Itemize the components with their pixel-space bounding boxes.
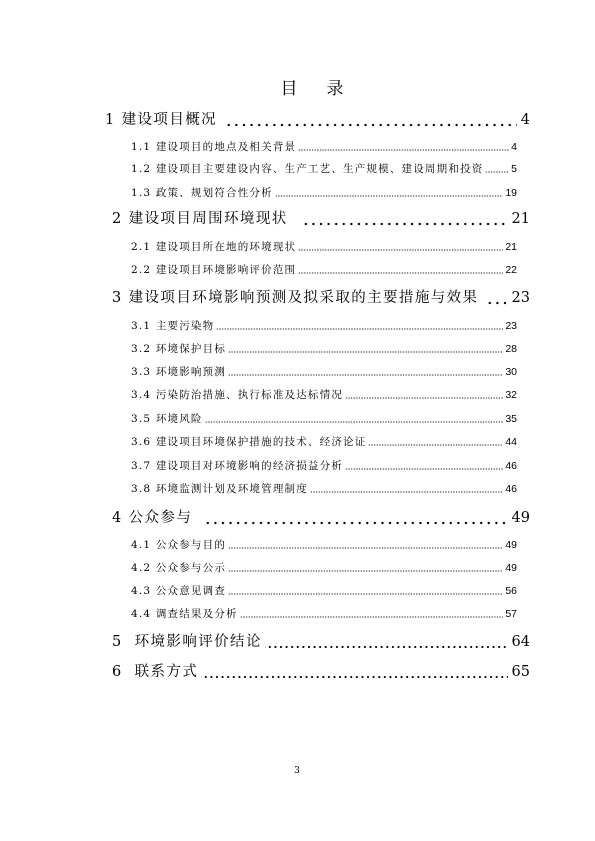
toc-entry-6 <box>112 662 530 682</box>
toc-entry-label: 1.1 建设项目的地点及相关背景 <box>131 141 297 153</box>
toc-entry-page-number: 57 <box>505 608 517 620</box>
toc-entry-4 <box>112 508 530 528</box>
toc-entry-page-number: 46 <box>505 460 517 472</box>
toc-entry-1-1 <box>131 140 517 154</box>
dot-leader <box>265 632 508 652</box>
dot-leader <box>298 263 503 277</box>
toc-entry-label: 1.3 政策、规划符合性分析 <box>131 187 273 199</box>
dot-leader <box>228 561 503 575</box>
dot-leader <box>310 482 503 496</box>
toc-entry-1-3 <box>131 186 517 200</box>
dot-leader <box>228 365 503 379</box>
toc-entry-page-number: 21 <box>505 241 517 253</box>
toc-entry-page-number: 4 <box>511 141 517 153</box>
dot-leader <box>216 319 503 333</box>
toc-entry-3-7 <box>131 459 517 473</box>
toc-entry-page-number: 22 <box>505 264 517 276</box>
dot-leader <box>298 140 509 154</box>
toc-entry-label: 3.6 建设项目环境保护措施的技术、经济论证 <box>131 436 367 448</box>
toc-entry-label: 5 环境影响评价结论 <box>112 634 262 650</box>
page-number: 3 <box>294 766 300 776</box>
dot-leader <box>201 662 507 682</box>
toc-entry-label: 4.1 公众参与目的 <box>131 539 227 551</box>
dot-leader <box>223 110 517 130</box>
toc-entry-3-6 <box>131 435 517 449</box>
toc-entry-4-3 <box>131 584 517 598</box>
toc-entry-2 <box>112 209 530 229</box>
toc-entry-label: 3.4 污染防治措施、执行标准及达标情况 <box>131 389 344 401</box>
toc-entry-page-number: 23 <box>511 290 530 306</box>
toc-entry-page-number: 44 <box>505 436 517 448</box>
toc-entry-page-number: 5 <box>511 163 517 175</box>
toc-entry-label: 2 建设项目周围环境现状 <box>112 211 288 227</box>
toc-entry-3-8 <box>131 482 517 496</box>
toc-entry-label: 2.1 建设项目所在地的环境现状 <box>131 241 297 253</box>
dot-leader <box>228 538 503 552</box>
toc-entry-label: 4.4 调查结果及分析 <box>131 608 238 620</box>
dot-leader <box>368 435 503 449</box>
toc-entry-4-1 <box>131 538 517 552</box>
toc-entry-3-1 <box>131 319 517 333</box>
toc-entry-label: 3 建设项目环境影响预测及拟采取的主要措施与效果 <box>112 290 479 306</box>
toc-entry-page-number: 35 <box>505 413 517 425</box>
toc-entry-page-number: 30 <box>505 366 517 378</box>
toc-entry-label: 3.7 建设项目对环境影响的经济损益分析 <box>131 460 344 472</box>
dot-leader <box>345 388 503 402</box>
toc-entry-2-1 <box>131 240 517 254</box>
dot-leader <box>484 288 507 308</box>
toc-entry-page-number: 49 <box>511 510 530 526</box>
toc-entry-page-number: 56 <box>505 585 517 597</box>
toc-entry-1-2 <box>131 162 517 176</box>
toc-entry-label: 1.2 建设项目主要建设内容、生产工艺、生产规模、建设周期和投资 <box>131 163 484 175</box>
toc-entry-label: 4.3 公众意见调查 <box>131 585 227 597</box>
toc-entry-label: 6 联系方式 <box>112 664 199 680</box>
dot-leader <box>240 607 504 621</box>
toc-entry-1 <box>105 110 530 130</box>
dot-leader <box>345 459 503 473</box>
toc-entry-label: 4 公众参与 <box>112 510 193 526</box>
toc-entry-page-number: 23 <box>505 320 517 332</box>
toc-entry-page-number: 19 <box>505 187 517 199</box>
toc-entry-3-2 <box>131 342 517 356</box>
toc-entry-page-number: 46 <box>505 483 517 495</box>
dot-leader <box>228 584 503 598</box>
toc-entry-label: 4.2 公众参与公示 <box>131 562 227 574</box>
dot-leader <box>202 508 507 528</box>
toc-entry-page-number: 49 <box>505 562 517 574</box>
toc-entry-label: 1 建设项目概况 <box>105 112 218 128</box>
toc-entry-page-number: 64 <box>511 634 530 650</box>
toc-entry-label: 2.2 建设项目环境影响评价范围 <box>131 264 297 276</box>
toc-entry-3-5 <box>131 412 517 426</box>
toc-entry-label: 3.1 主要污染物 <box>131 320 215 332</box>
toc-entry-label: 3.3 环境影响预测 <box>131 366 227 378</box>
dot-leader <box>275 186 503 200</box>
toc-entry-page-number: 32 <box>505 389 517 401</box>
dot-leader <box>485 162 509 176</box>
toc-entry-3-4 <box>131 388 517 402</box>
toc-entry-4-4 <box>131 607 517 621</box>
toc-entry-2-2 <box>131 263 517 277</box>
dot-leader <box>298 240 503 254</box>
dot-leader <box>300 209 508 229</box>
toc-entry-page-number: 49 <box>505 539 517 551</box>
toc-entry-5 <box>112 632 530 652</box>
toc-title: 目 录 <box>280 79 350 99</box>
toc-entry-3-3 <box>131 365 517 379</box>
toc-entry-4-2 <box>131 561 517 575</box>
toc-entry-label: 3.2 环境保护目标 <box>131 343 227 355</box>
toc-entry-page-number: 21 <box>511 211 530 227</box>
toc-entry-label: 3.5 环境风险 <box>131 413 203 425</box>
toc-entry-label: 3.8 环境监测计划及环境管理制度 <box>131 483 308 495</box>
toc-entry-3 <box>112 288 530 308</box>
toc-entry-page-number: 65 <box>511 664 530 680</box>
dot-leader <box>205 412 504 426</box>
toc-entry-page-number: 28 <box>505 343 517 355</box>
dot-leader <box>228 342 503 356</box>
toc-entry-page-number: 4 <box>520 112 530 128</box>
